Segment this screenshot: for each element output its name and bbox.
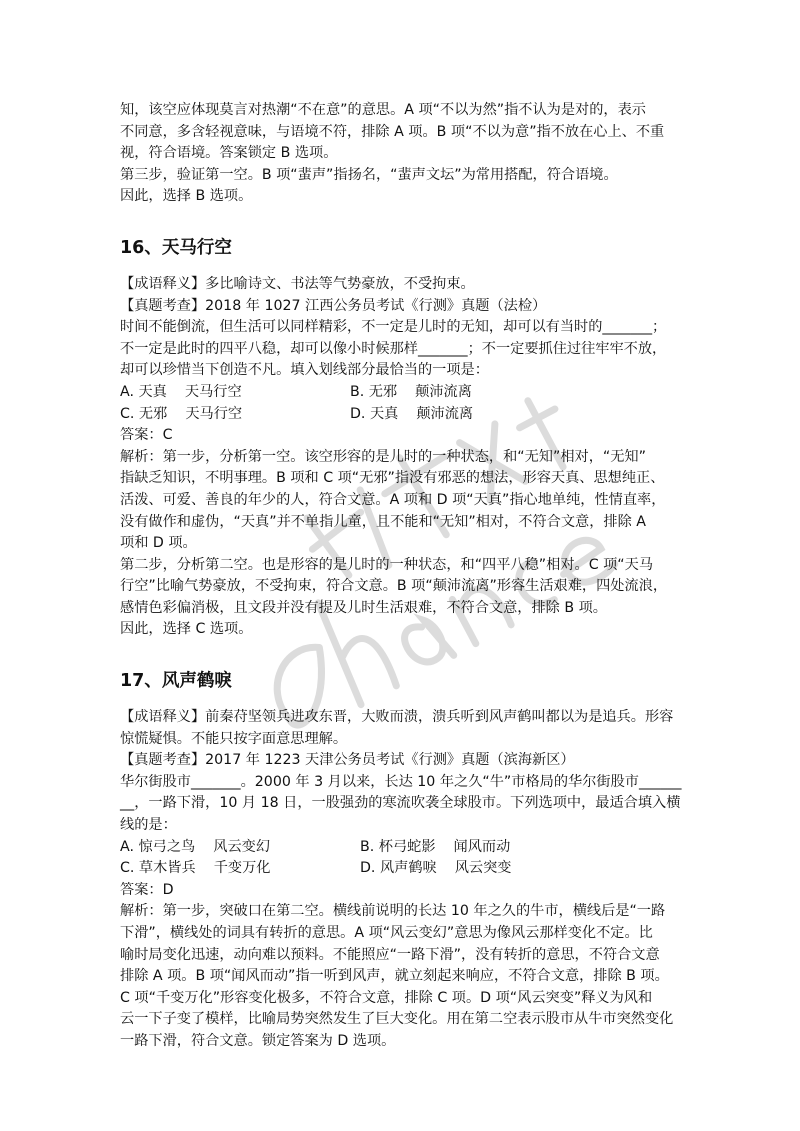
question-line: __，一路下滑，10 月 18 日，一股强劲的寒流吹袭全球股市。下列选项中，最适合填入横 xyxy=(120,795,681,812)
question-16 xyxy=(120,274,695,641)
previous-analysis-tail xyxy=(120,100,695,208)
analysis-line: 没有做作和虚伪，“天真”并不单指儿童，且不能和“无知”相对，不符合文意，排除 A xyxy=(120,513,646,530)
analysis-line: 指缺乏知识，不明事理。B 项和 C 项“无邪”指没有邪恶的想法，形容天真、思想纯正、 xyxy=(120,470,665,487)
exam-source: 【真题考查】2018 年 1027 江西公务员考试《行测》真题（法检） xyxy=(120,297,547,314)
option-b: B. 杯弓蛇影 闻风而动 xyxy=(360,838,511,855)
section-heading-17: 17、风声鹤唳 xyxy=(120,671,232,692)
analysis-line: 排除 A 项。B 项“闻风而动”指一听到风声，就立刻起来响应，不符合文意，排除 B 项。 xyxy=(120,968,669,985)
idiom-definition: 【成语释义】多比喻诗文、书法等气势豪放，不受拘束。 xyxy=(120,275,475,292)
exam-source: 【真题考查】2017 年 1223 天津公务员考试《行测》真题（滨海新区） xyxy=(120,752,575,769)
options-row xyxy=(120,382,695,404)
svg-text:Chance: Chance xyxy=(200,415,260,434)
options-row xyxy=(120,837,695,859)
analysis-line: 解析：第一步，分析第一空。该空形容的是儿时的一种状态，和“无知”相对，“无知” xyxy=(120,448,646,465)
question-line: 华尔街股市_______。2000 年 3 月以来，长达 10 年之久“牛”市格局的华尔街股市______ xyxy=(120,773,682,790)
option-d: D. 风声鹤唳 风云突变 xyxy=(360,860,512,877)
analysis-line: 云一下子变了模样，比喻局势突然发生了巨大变化。用在第二空表示股市从牛市突然变化 xyxy=(120,1011,674,1028)
question-17 xyxy=(120,707,695,1053)
text-line: 知，该空应体现莫言对热潮“不在意”的意思。A 项“不以为然”指不认为是对的，表示 xyxy=(120,102,646,118)
text-line: 第三步，验证第一空。B 项“蜚声”指扬名，“蜚声文坛”为常用搭配，符合语境。 xyxy=(120,166,618,183)
analysis-line: 行空”比喻气势豪放，不受拘束，符合文意。B 项“颠沛流离”形容生活艰难，四处流浪， xyxy=(120,578,668,595)
analysis-line: 项和 D 项。 xyxy=(120,535,197,552)
document-body xyxy=(120,100,695,1053)
analysis-line: 一路下滑，符合文意。锁定答案为 D 选项。 xyxy=(120,1032,396,1049)
idiom-definition: 惊慌疑惧。不能只按字面意思理解。 xyxy=(120,730,348,747)
analysis-line: C 项“千变万化”形容变化极多，不符合文意，排除 C 项。D 项“风云突变”释义为风和 xyxy=(120,989,653,1006)
idiom-definition: 【成语释义】前秦苻坚领兵进攻东晋，大败而溃，溃兵听到风声鹤叫都以为是追兵。形容 xyxy=(120,709,674,726)
question-line: 却可以珍惜当下创造不凡。填入划线部分最恰当的一项是： xyxy=(120,362,489,379)
question-line: 不一定是此时的四平八稳，却可以像小时候那样_______；不一定要抓住过往牢牢不放， xyxy=(120,340,667,357)
option-c: C. 无邪 天马行空 xyxy=(120,405,243,422)
option-c: C. 草木皆兵 千变万化 xyxy=(120,860,271,877)
analysis-line: 因此，选择 C 选项。 xyxy=(120,621,253,638)
analysis-line: 解析：第一步，突破口在第二空。横线前说明的长达 10 年之久的牛市，横线后是“一路 xyxy=(120,903,666,920)
analysis-line: 活泼、可爱、善良的年少的人，符合文意。A 项和 D 项“天真”指心地单纯，性情直率， xyxy=(120,491,666,508)
text-line: 因此，选择 B 选项。 xyxy=(120,188,253,205)
answer: 答案：D xyxy=(120,881,174,898)
options-row xyxy=(120,858,695,880)
analysis-line: 下滑”，横线处的词具有转折的意思。A 项“风云变幻”意思为像风云那样变化不定。比 xyxy=(120,925,653,941)
analysis-line: 喻时局变化迅速，动向难以预料。不能照应“一路下滑”，没有转折的意思，不符合文意 xyxy=(120,946,660,963)
option-b: B. 无邪 颠沛流离 xyxy=(350,383,472,400)
analysis-line: 第二步，分析第二空。也是形容的是儿时的一种状态，和“四平八稳”相对。C 项“天马 xyxy=(120,556,654,573)
option-a: A. 天真 天马行空 xyxy=(120,383,242,400)
text-line: 不同意，多含轻视意味，与语境不符，排除 A 项。B 项“不以为意”指不放在心上、不重 xyxy=(120,123,665,140)
options-row xyxy=(120,404,695,426)
option-a: A. 惊弓之鸟 风云变幻 xyxy=(120,838,271,855)
question-line: 线的是： xyxy=(120,817,177,834)
section-heading-16: 16、天马行空 xyxy=(120,237,232,258)
analysis-line: 感情色彩偏消极，且文段并没有提及儿时生活艰难，不符合文意，排除 B 项。 xyxy=(120,599,607,616)
answer: 答案：C xyxy=(120,427,173,444)
text-line: 视，符合语境。答案锁定 B 选项。 xyxy=(120,145,338,162)
question-line: 时间不能倒流，但生活可以同样精彩，不一定是儿时的无知，却可以有当时的_______； xyxy=(120,319,667,336)
option-d: D. 天真 颠沛流离 xyxy=(350,405,474,422)
